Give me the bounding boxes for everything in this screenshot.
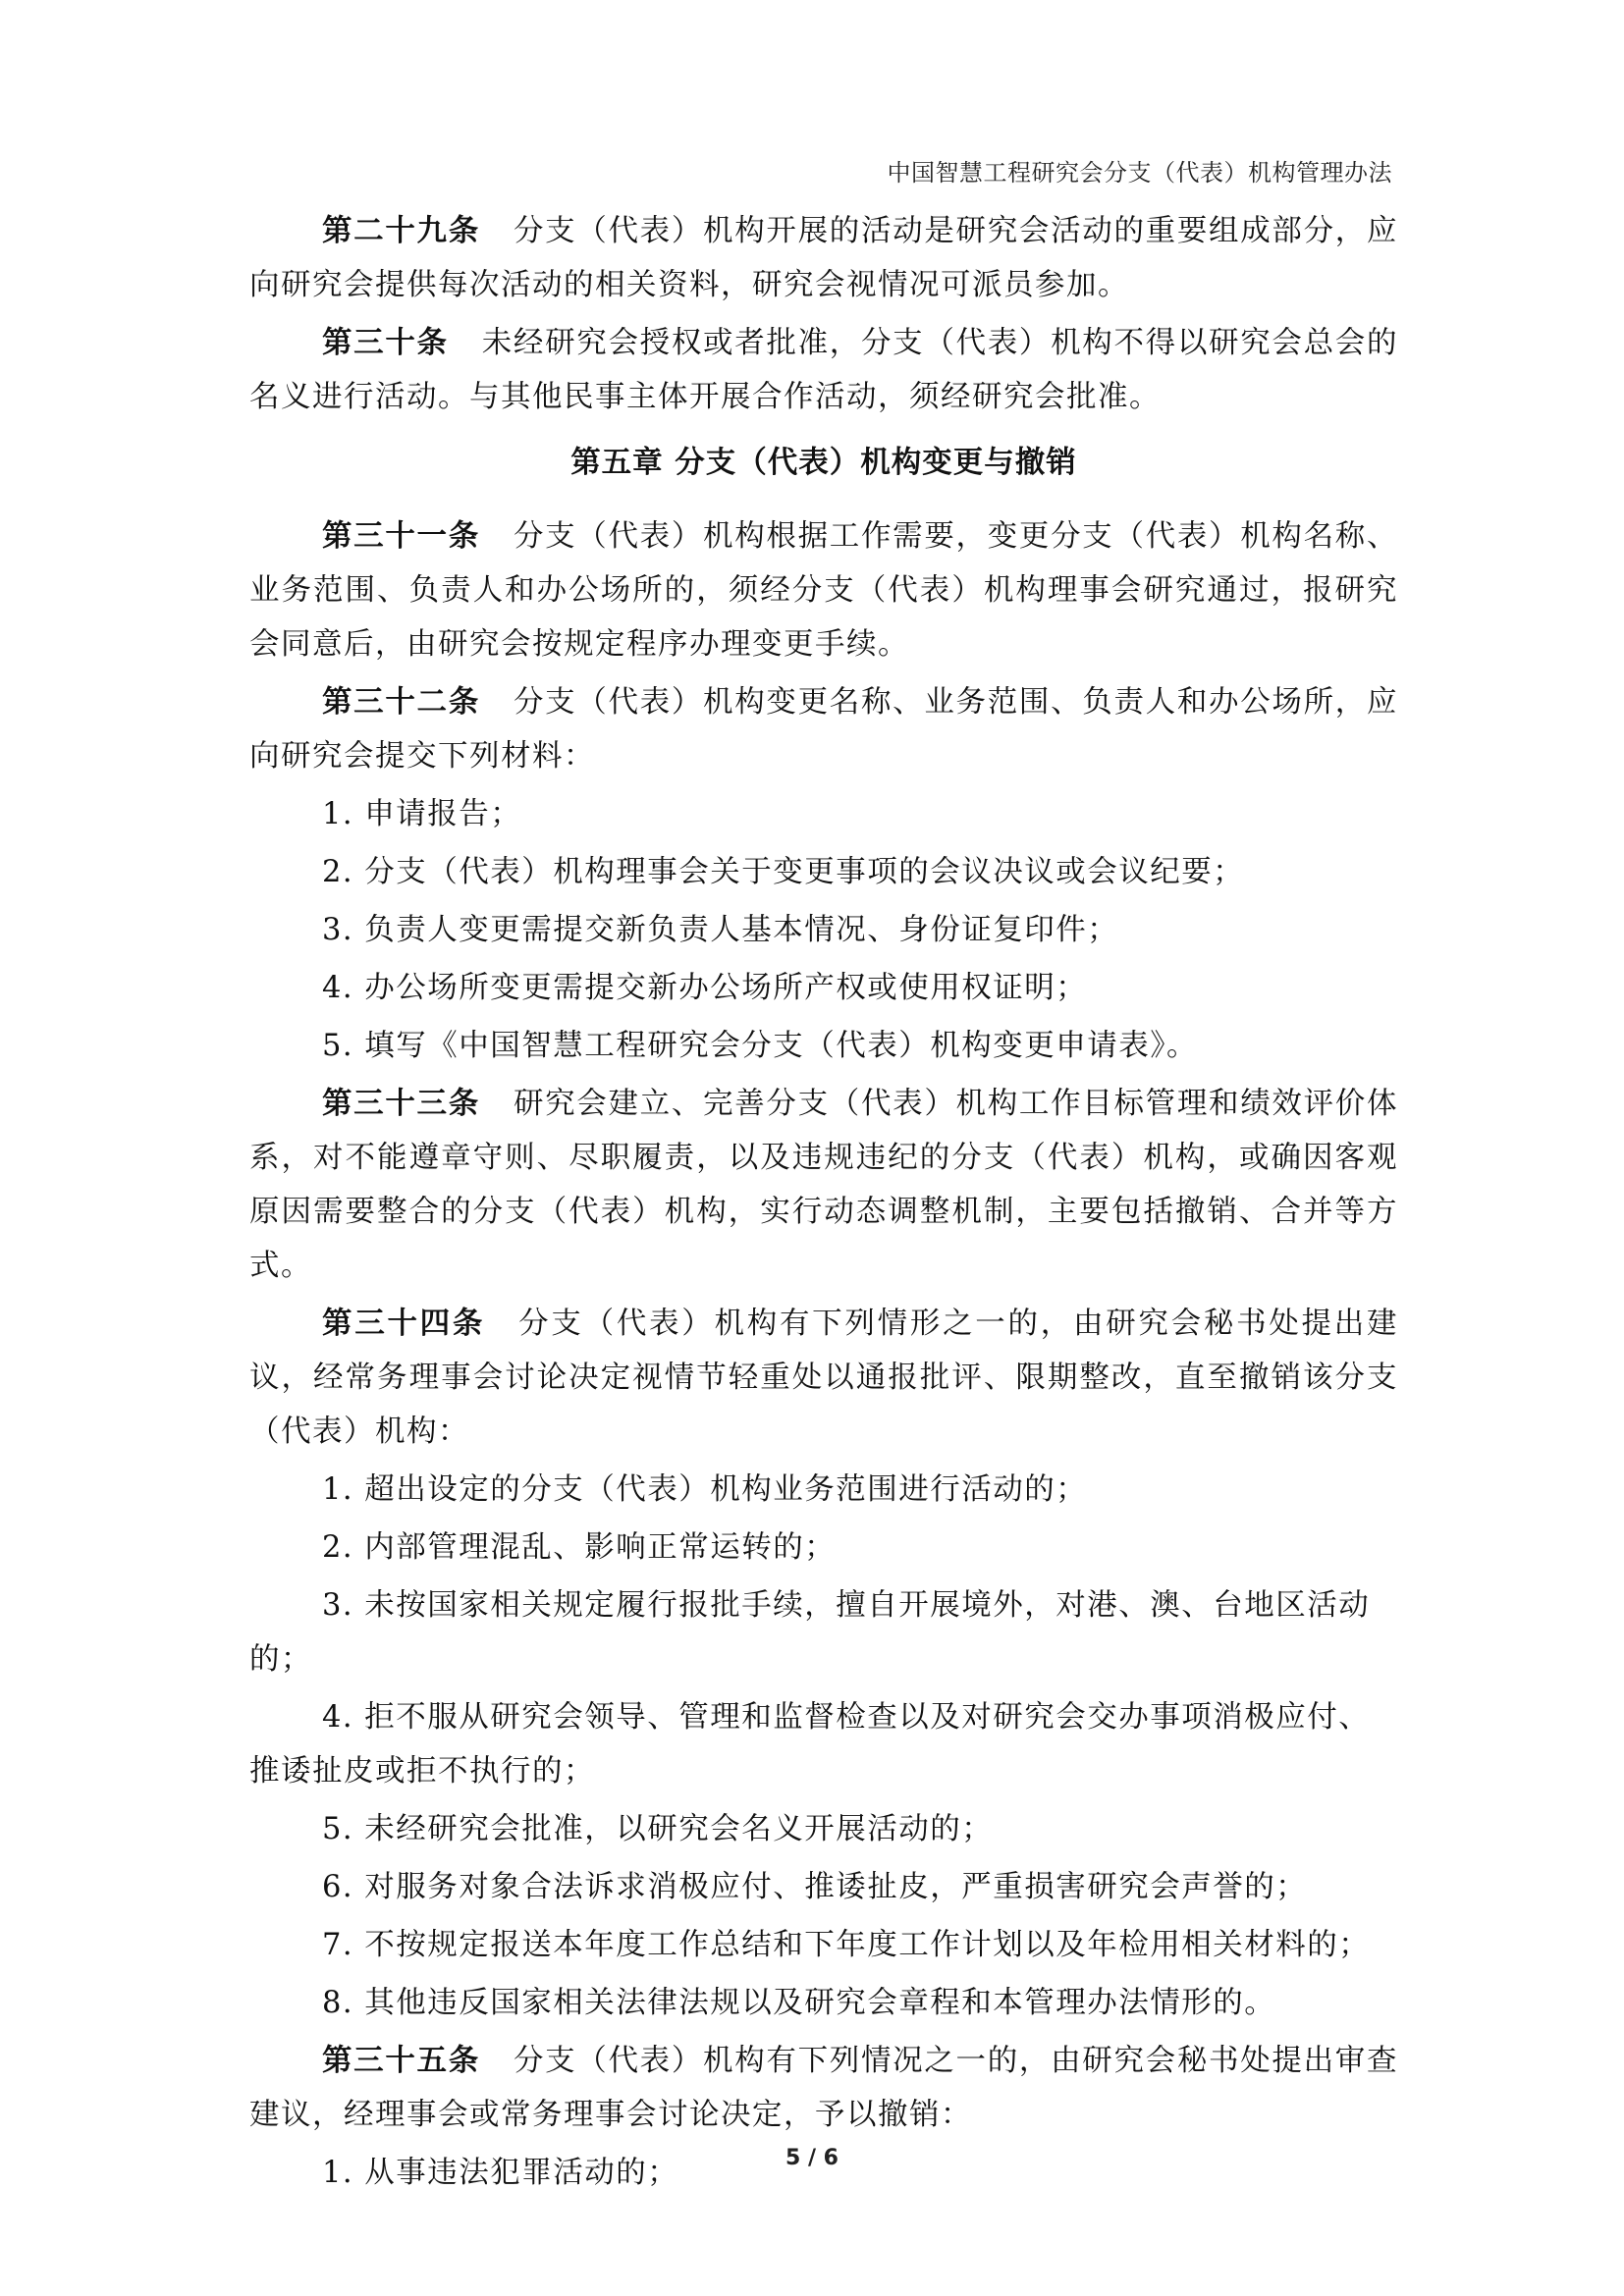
article-34 (249, 1297, 1398, 1459)
article-31 (249, 509, 1398, 671)
list-item: 7. 不按规定报送本年度工作总结和下年度工作计划以及年检用相关材料的； (322, 1928, 1371, 1962)
list-item: 1. 申请报告； (322, 797, 522, 831)
article-text: 未经研究会授权或者批准，分支（代表）机构不得以研究会总会的名义进行活动。与其他民事主体开展合作活动，须经研究会批准。 (249, 326, 1398, 414)
article-number: 第三十二条 (322, 684, 480, 720)
article-text: 研究会建立、完善分支（代表）机构工作目标管理和绩效评价体系，对不能遵章守则、尽职履责，以及违规违纪的分支（代表）机构，或确因客观原因需要整合的分支（代表）机构，实行动态调整机制，主要包括撤销、合并等方式。 (249, 1087, 1398, 1283)
list-item: 6. 对服务对象合法诉求消极应付、推诿扯皮，严重损害研究会声誉的； (322, 1870, 1308, 1904)
list-item: 4. 办公场所变更需提交新办公场所产权或使用权证明； (322, 971, 1088, 1005)
article-number: 第三十五条 (322, 2043, 480, 2078)
page-number: 5 / 6 (785, 2146, 839, 2170)
article-text: 分支（代表）机构开展的活动是研究会活动的重要组成部分，应向研究会提供每次活动的相关资料，研究会视情况可派员参加。 (249, 214, 1398, 302)
article-text: 分支（代表）机构有下列情况之一的，由研究会秘书处提出审查建议，经理事会或常务理事会讨论决定，予以撤销： (249, 2044, 1398, 2132)
list-item: 8. 其他违反国家相关法律法规以及研究会章程和本管理办法情形的。 (322, 1986, 1276, 2020)
article-text: 分支（代表）机构有下列情形之一的，由研究会秘书处提出建议，经常务理事会讨论决定视情节轻重处以通报批评、限期整改，直至撤销该分支（代表）机构： (249, 1307, 1399, 1449)
article-number: 第三十三条 (322, 1086, 480, 1121)
article-33 (249, 1077, 1398, 1293)
list-item: 2. 分支（代表）机构理事会关于变更事项的会议决议或会议纪要； (322, 855, 1245, 889)
article-30 (249, 316, 1398, 424)
article-number: 第三十四条 (322, 1306, 486, 1341)
chapter-heading: 第五章 分支（代表）机构变更与撤销 (570, 445, 1077, 480)
document-body (249, 204, 1398, 2204)
list-item: 1. 从事违法犯罪活动的； (322, 2156, 679, 2190)
article-number: 第三十一条 (322, 518, 480, 554)
article-text: 分支（代表）机构根据工作需要，变更分支（代表）机构名称、业务范围、负责人和办公场所的，须经分支（代表）机构理事会研究通过，报研究会同意后，由研究会按规定程序办理变更手续。 (249, 519, 1398, 662)
list-item: 5. 未经研究会批准，以研究会名义开展活动的； (322, 1812, 994, 1846)
article-35 (249, 2034, 1398, 2142)
article-32 (249, 675, 1398, 783)
list-item: 2. 内部管理混乱、影响正常运转的； (322, 1530, 837, 1565)
list-item: 3. 负责人变更需提交新负责人基本情况、身份证复印件； (322, 913, 1119, 947)
list-item: 5. 填写《中国智慧工程研究会分支（代表）机构变更申请表》。 (322, 1029, 1199, 1063)
article-number: 第二十九条 (322, 213, 480, 248)
list-item: 4. 拒不服从研究会领导、管理和监督检查以及对研究会交办事项消极应付、推诿扯皮或拒不执行的； (249, 1700, 1371, 1789)
list-item: 3. 未按国家相关规定履行报批手续，擅自开展境外，对港、澳、台地区活动的； (249, 1588, 1371, 1677)
list-item: 1. 超出设定的分支（代表）机构业务范围进行活动的； (322, 1472, 1088, 1507)
article-29 (249, 204, 1398, 312)
article-text: 分支（代表）机构变更名称、业务范围、负责人和办公场所，应向研究会提交下列材料： (249, 685, 1398, 774)
article-number: 第三十条 (322, 325, 449, 360)
running-header: 中国智慧工程研究会分支（代表）机构管理办法 (887, 159, 1392, 187)
